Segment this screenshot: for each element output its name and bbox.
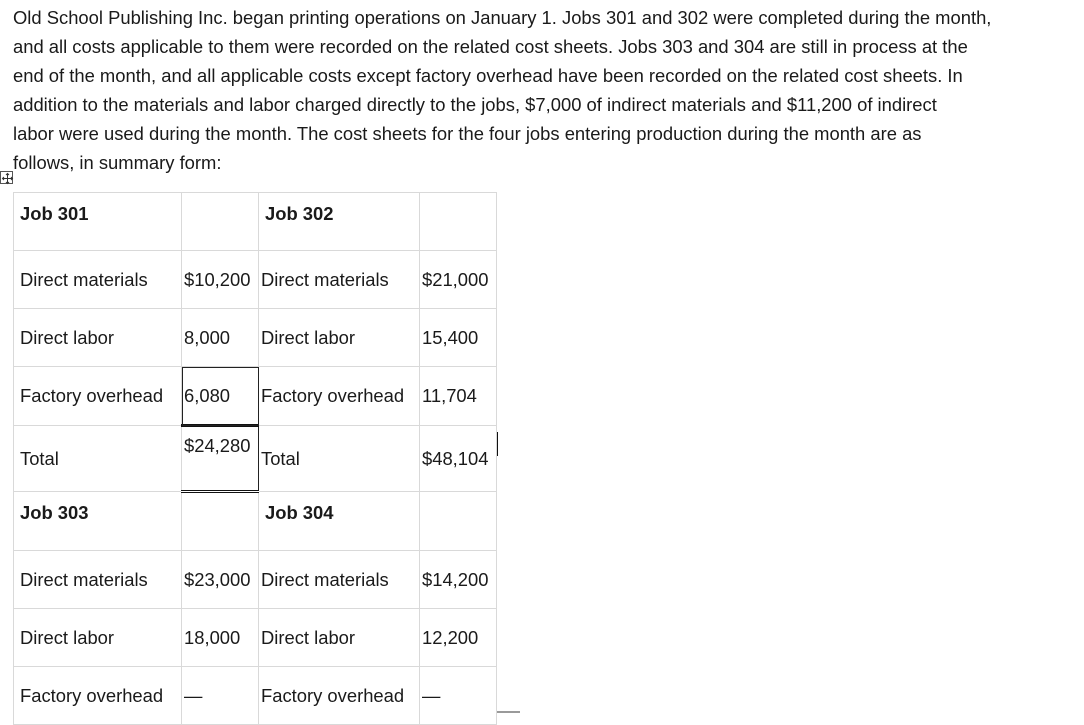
problem-line: and all costs applicable to them were recorded on the related cost sheets. Jobs 303 and 304 are still in process at the (13, 36, 968, 57)
table-row (14, 609, 497, 667)
cost-label[interactable]: Direct labor (259, 609, 420, 667)
total-value[interactable]: $48,104 (420, 426, 497, 492)
cost-value[interactable]: 11,704 (420, 367, 497, 426)
table-row (14, 492, 497, 551)
problem-line: end of the month, and all applicable costs except factory overhead have been recorded on the related cost sheets. In (13, 65, 963, 86)
job-heading[interactable]: Job 304 (259, 492, 420, 551)
table-row (14, 551, 497, 609)
cost-value[interactable]: 6,080 (182, 367, 259, 426)
cost-value[interactable]: — (420, 667, 497, 725)
cost-value[interactable]: 12,200 (420, 609, 497, 667)
text-cursor (497, 432, 498, 456)
cost-label[interactable]: Factory overhead (14, 367, 182, 426)
cost-value[interactable]: — (182, 667, 259, 725)
table-cell[interactable] (182, 492, 259, 551)
cost-value[interactable]: 8,000 (182, 309, 259, 367)
table-move-handle[interactable] (0, 171, 13, 184)
cost-label[interactable]: Direct materials (259, 551, 420, 609)
total-label[interactable]: Total (14, 426, 182, 492)
job-heading[interactable]: Job 303 (14, 492, 182, 551)
problem-line: follows, in summary form: (13, 152, 222, 173)
table-cell[interactable] (420, 492, 497, 551)
table-row (14, 367, 497, 426)
table-row (14, 251, 497, 309)
table-row (14, 426, 497, 492)
table-cell[interactable] (420, 193, 497, 251)
cost-label[interactable]: Direct materials (14, 551, 182, 609)
table-end-mark (497, 711, 520, 713)
cost-value[interactable]: 15,400 (420, 309, 497, 367)
table-row (14, 667, 497, 725)
total-value[interactable]: $24,280 (182, 426, 259, 492)
cost-label[interactable]: Direct materials (14, 251, 182, 309)
cost-label[interactable]: Direct labor (14, 309, 182, 367)
cost-value[interactable]: $23,000 (182, 551, 259, 609)
job-cost-table (13, 192, 497, 725)
job-heading[interactable]: Job 301 (14, 193, 182, 251)
cost-label[interactable]: Factory overhead (259, 667, 420, 725)
problem-statement (13, 3, 1081, 177)
cost-value[interactable]: $14,200 (420, 551, 497, 609)
cost-value[interactable]: $21,000 (420, 251, 497, 309)
cost-label[interactable]: Direct labor (259, 309, 420, 367)
table-row (14, 309, 497, 367)
problem-line: labor were used during the month. The cost sheets for the four jobs entering production during the month are as (13, 123, 922, 144)
problem-line: Old School Publishing Inc. began printing operations on January 1. Jobs 301 and 302 were completed during the month, (13, 7, 992, 28)
job-heading[interactable]: Job 302 (259, 193, 420, 251)
table-cell[interactable] (182, 193, 259, 251)
cost-value[interactable]: 18,000 (182, 609, 259, 667)
cost-label[interactable]: Direct labor (14, 609, 182, 667)
problem-line: addition to the materials and labor charged directly to the jobs, $7,000 of indirect materials and $11,200 of indirect (13, 94, 937, 115)
total-label[interactable]: Total (259, 426, 420, 492)
cost-label[interactable]: Factory overhead (14, 667, 182, 725)
cost-label[interactable]: Direct materials (259, 251, 420, 309)
cost-label[interactable]: Factory overhead (259, 367, 420, 426)
four-way-arrow-icon (1, 172, 14, 185)
table-row (14, 193, 497, 251)
cost-value[interactable]: $10,200 (182, 251, 259, 309)
